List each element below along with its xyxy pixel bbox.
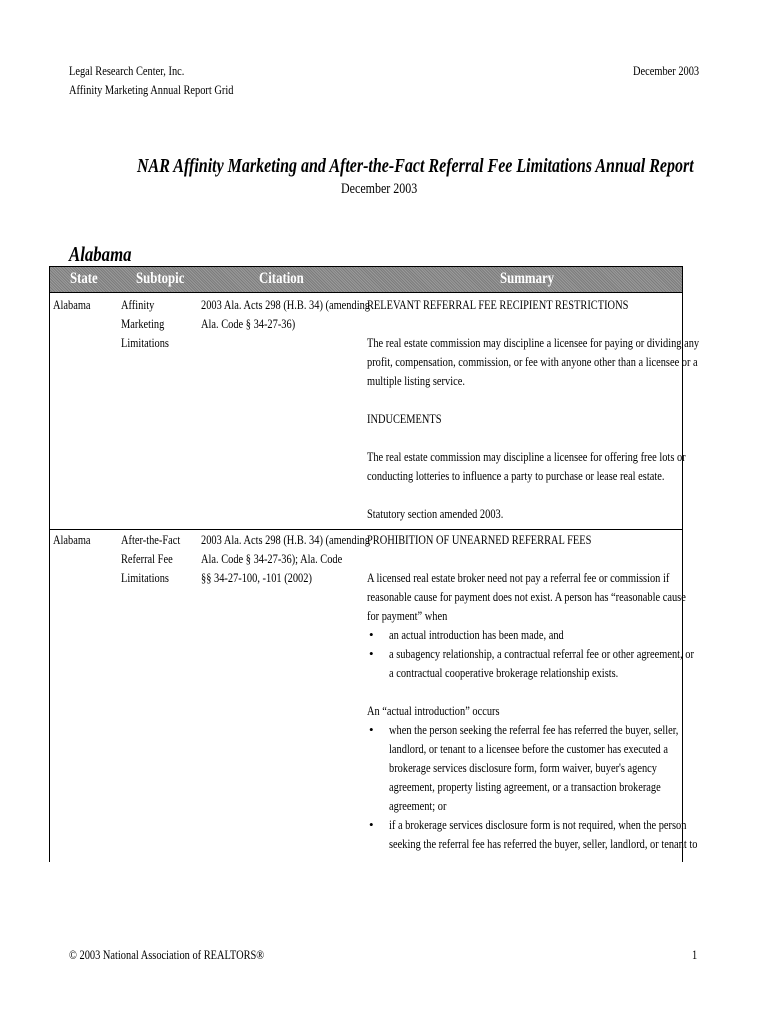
header-date: December 2003: [633, 63, 700, 78]
report-table: [49, 266, 700, 862]
header-org: Legal Research Center, Inc.: [69, 63, 185, 78]
row2-bullet-2: • a subagency relationship, a contractual referral fee or other agreement, or a contractual cooperative brokerage relationship exists.: [369, 646, 694, 680]
section-heading: Alabama: [69, 242, 132, 266]
row1-state: Alabama: [53, 297, 91, 312]
row2-summary-paragraph-2: An “actual introduction” occurs: [367, 703, 500, 718]
footer-copyright: © 2003 National Association of REALTORS®: [69, 947, 265, 962]
row1-summary-paragraph-1: The real estate commission may discipline a licensee for paying or dividing any profit, compensation, commission, or fee with anyone other than a licensee or a multiple listing service.: [367, 335, 700, 388]
row2-bullet-4: • if a brokerage services disclosure form is not required, when the person seeking the referral fee has referred the buyer, seller, landlord, or tenant to: [369, 817, 698, 851]
report-subtitle: December 2003: [341, 181, 418, 197]
row2-summary-paragraph-1: A licensed real estate broker need not pay a referral fee or commission if reasonable cause for payment does not exist. A person has “reasonable cause for payment” when: [367, 570, 686, 623]
column-header-subtopic: Subtopic: [136, 270, 185, 287]
bullet-icon: •: [369, 722, 374, 737]
row1-summary-note: Statutory section amended 2003.: [367, 506, 504, 521]
row1-summary-heading-2: INDUCEMENTS: [367, 411, 442, 426]
table-header: [50, 267, 682, 293]
bullet-icon: •: [369, 817, 374, 832]
report-title: NAR Affinity Marketing and After-the-Fact Referral Fee Limitations Annual Report: [137, 155, 694, 177]
row1-subtopic: Affinity Marketing Limitations: [121, 297, 169, 350]
bullet-icon: •: [369, 627, 374, 642]
row1-summary: [367, 295, 700, 523]
row1-summary-heading-1: RELEVANT REFERRAL FEE RECIPIENT RESTRICTIONS: [367, 297, 629, 312]
header-doc-name: Affinity Marketing Annual Report Grid: [69, 82, 234, 97]
row2-state: Alabama: [53, 532, 91, 547]
column-header-state: State: [70, 270, 98, 287]
page-number: 1: [692, 947, 698, 962]
row1-summary-paragraph-2: The real estate commission may discipline a licensee for offering free lots or conducting lotteries to influence a party to purchase or lease real estate.: [367, 449, 686, 483]
row2-summary-heading-1: PROHIBITION OF UNEARNED REFERRAL FEES: [367, 532, 592, 547]
row2-summary: [367, 530, 698, 853]
column-header-citation: Citation: [259, 270, 304, 287]
bullet-icon: •: [369, 646, 374, 661]
row2-bullet-1: • an actual introduction has been made, and: [369, 627, 564, 642]
row2-subtopic: After-the-Fact Referral Fee Limitations: [121, 532, 181, 585]
row1-citation: 2003 Ala. Acts 298 (H.B. 34) (amending Ala. Code § 34-27-36): [201, 297, 370, 331]
row2-bullet-3: • when the person seeking the referral fee has referred the buyer, seller, landlord, or tenant to a licensee before the customer has executed a brokerage services disclosure form, form waiver, buyer's agency agreement, property listing agreement, or a transaction brokerage agreement; or: [369, 722, 679, 813]
row2-citation: 2003 Ala. Acts 298 (H.B. 34) (amending Ala. Code § 34-27-36); Ala. Code §§ 34-27-100, -101 (2002): [201, 532, 370, 585]
column-header-summary: Summary: [500, 270, 555, 287]
